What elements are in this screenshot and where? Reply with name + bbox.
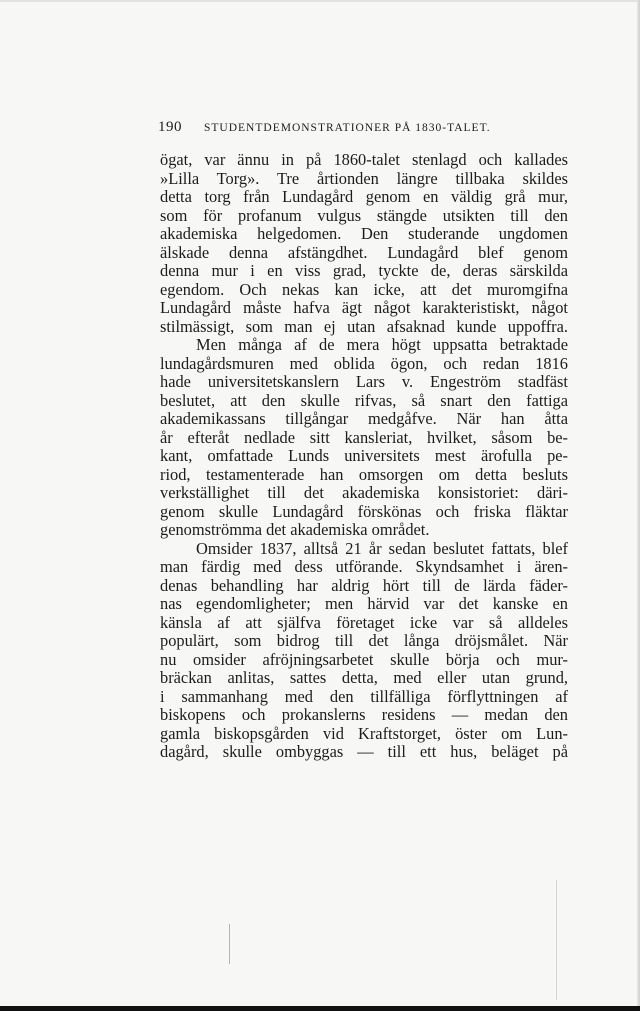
paragraph-1 <box>160 151 568 336</box>
text-line: »Lilla Torg». Tre årtionden längre tillbaka skildes <box>160 168 568 188</box>
text-line: populärt, som bidrog till det långa dröjsmålet. När <box>160 631 568 650</box>
text-line: känsla af att själfva företaget icke var så alldeles <box>160 612 568 632</box>
text-line: lundagårdsmuren med oblida ögon, och redan 1816 <box>160 353 568 373</box>
text-line: riod, testamenterade han omsorgen om detta besluts <box>160 464 568 484</box>
text-line: denas behandling har aldrig hört till de lärda fäder- <box>160 575 568 595</box>
text-line: gamla biskopsgården vid Kraftstorget, öster om Lun- <box>160 723 568 743</box>
text-line: genomströmma det akademiska området. <box>160 520 430 539</box>
text-line: år efteråt nedlade sitt kansleriat, hvilket, såsom be- <box>160 427 568 447</box>
page-top-edge <box>0 0 640 2</box>
text-line: i sammanhang med den tillfälliga förflyttningen af <box>160 686 568 706</box>
body-text <box>160 151 568 762</box>
text-line: verkställighet till det akademiska konsistoriet: däri- <box>160 483 568 502</box>
text-line: beslutet, att den skulle rifvas, så snart den fattiga <box>160 390 568 410</box>
text-line: hade universitetskanslern Lars v. Engeström stadfäst <box>160 372 568 391</box>
text-line: ögat, var ännu in på 1860-talet stenlagd och kallades <box>160 150 568 169</box>
text-line: denna mur i en viss grad, tyckte de, deras särskilda <box>160 261 568 280</box>
text-line: Men många af de mera högt uppsatta betraktade <box>196 335 568 354</box>
paragraph-2 <box>160 336 568 540</box>
text-line: akademiska helgedomen. Den studerande ungdomen <box>160 224 568 243</box>
text-line: dagård, skulle ombyggas — till ett hus, beläget på <box>160 742 568 761</box>
page-bottom-edge <box>0 1006 640 1011</box>
text-line: detta torg från Lundagård genom en väldig grå mur, <box>160 187 568 206</box>
text-line: Lundagård måste hafva ägt något karakteristiskt, något <box>160 298 568 317</box>
paragraph-3 <box>160 540 568 762</box>
running-title: STUDENTDEMONSTRATIONER PÅ 1830-TALET. <box>204 122 491 134</box>
text-line: nas egendomligheter; men härvid var det kanske en <box>160 594 568 613</box>
running-header <box>158 119 568 136</box>
text-line: kant, omfattade Lunds universitets mest ärofulla pe- <box>160 446 568 465</box>
text-line: egendom. Och nekas kan icke, att det muromgifna <box>160 279 568 299</box>
scan-artifact-line <box>229 924 230 964</box>
page-number: 190 <box>158 119 182 135</box>
text-line: genom skulle Lundagård förskönas och friska fläktar <box>160 501 568 521</box>
text-line: Omsider 1837, alltså 21 år sedan beslutet fattats, blef <box>196 538 568 558</box>
text-line: bräckan anlitas, sattes detta, med eller utan grund, <box>160 668 568 687</box>
text-line: som för profanum vulgus stängde utsikten till den <box>160 205 568 225</box>
text-line: älskade denna afstängdhet. Lundagård blef genom <box>160 242 568 262</box>
text-line: stilmässigt, som man ej utan afsaknad kunde uppoffra. <box>160 316 568 336</box>
text-line: akademikassans tillgångar medgåfve. När han åtta <box>160 409 568 428</box>
text-line: nu omsider afröjningsarbetet skulle börja och mur- <box>160 649 568 669</box>
text-line: biskopens och prokanslerns residens — medan den <box>160 705 568 724</box>
text-line: man färdig med dess utförande. Skyndsamhet i ären- <box>160 557 568 576</box>
scan-artifact-line <box>556 880 557 1000</box>
